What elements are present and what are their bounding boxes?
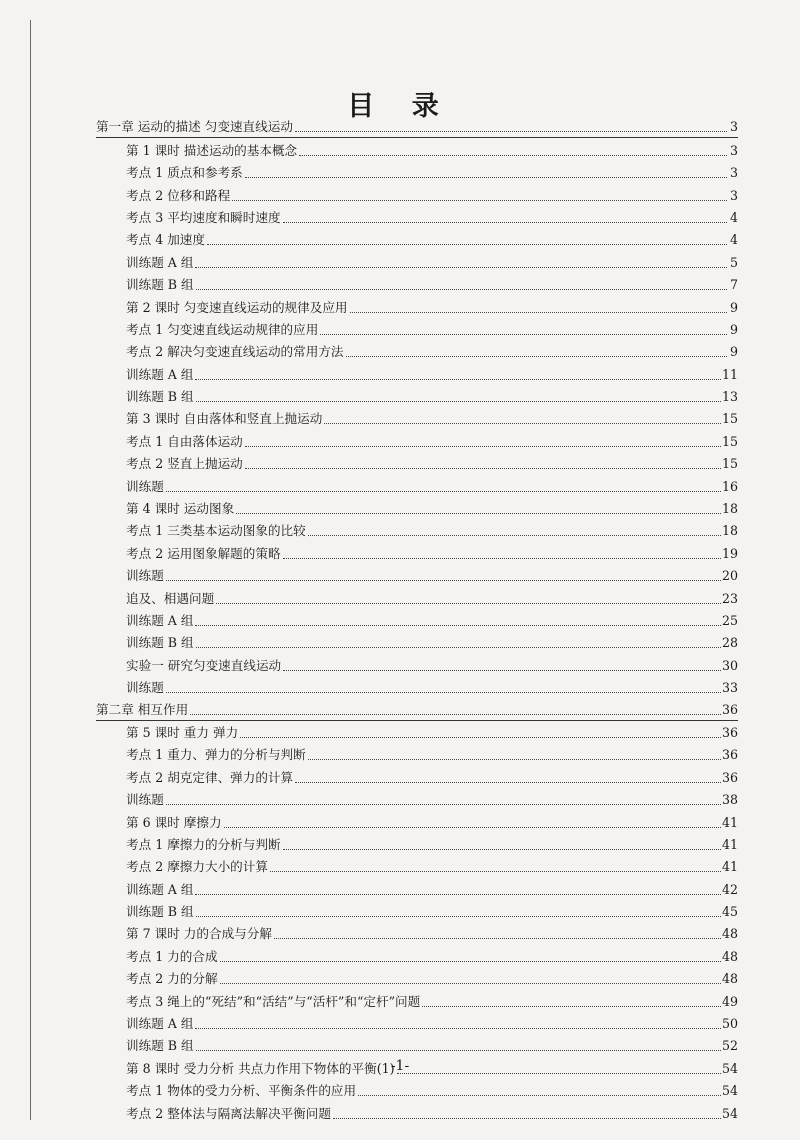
toc-leader-dots xyxy=(224,827,721,828)
toc-entry-title: 追及、相遇问题 xyxy=(126,590,215,606)
toc-leader-dots xyxy=(270,871,721,872)
toc-leader-dots xyxy=(220,961,721,962)
toc-leader-dots xyxy=(190,714,721,715)
toc-entry-page: 3 xyxy=(729,187,738,203)
toc-entry-page: 41 xyxy=(721,836,738,852)
toc-leader-dots xyxy=(358,1095,721,1096)
toc-entry-page: 54 xyxy=(721,1083,738,1099)
toc-entry[interactable] xyxy=(96,138,738,160)
toc-leader-dots xyxy=(245,468,721,469)
toc-entry[interactable] xyxy=(96,340,738,362)
toc-entry-page: 4 xyxy=(729,232,738,248)
toc-leader-dots xyxy=(195,625,720,626)
toc-entry-page: 7 xyxy=(729,277,738,293)
toc-entry-title: 第 2 课时 匀变速直线运动的规律及应用 xyxy=(126,299,348,315)
toc-entry[interactable] xyxy=(96,407,738,429)
toc-leader-dots xyxy=(196,1050,721,1051)
toc-entry[interactable] xyxy=(96,206,738,228)
toc-entry[interactable] xyxy=(96,922,738,944)
toc-entry[interactable] xyxy=(96,833,738,855)
toc-leader-dots xyxy=(240,737,721,738)
toc-entry[interactable] xyxy=(96,810,738,832)
toc-entry[interactable] xyxy=(96,989,738,1011)
toc-leader-dots xyxy=(245,177,727,178)
toc-leader-dots xyxy=(207,244,727,245)
toc-entry-title: 训练题 B 组 xyxy=(126,904,194,920)
toc-leader-dots xyxy=(166,491,721,492)
toc-entry-title: 考点 3 绳上的“死结”和“活结”与“活杆”和“定杆”问题 xyxy=(126,993,421,1009)
toc-entry-title: 训练题 A 组 xyxy=(126,254,194,270)
toc-entry-page: 25 xyxy=(721,612,738,628)
toc-leader-dots xyxy=(283,849,721,850)
toc-leader-dots xyxy=(245,446,721,447)
toc-entry-page: 28 xyxy=(721,635,738,651)
toc-entry-page: 38 xyxy=(721,792,738,808)
toc-entry-page: 36 xyxy=(721,747,738,763)
toc-entry[interactable] xyxy=(96,721,738,743)
toc-leader-dots xyxy=(166,580,721,581)
toc-leader-dots xyxy=(195,894,720,895)
page-title: 目 录 xyxy=(347,91,453,122)
toc-entry-title: 考点 2 竖直上抛运动 xyxy=(126,456,243,472)
toc-entry-title: 训练题 A 组 xyxy=(126,881,194,897)
toc-entry-title: 第 5 课时 重力 弹力 xyxy=(126,724,239,740)
toc-leader-dots xyxy=(236,513,721,514)
toc-entry-page: 41 xyxy=(721,814,738,830)
toc-entry[interactable] xyxy=(96,318,738,340)
toc-entry[interactable] xyxy=(96,855,738,877)
toc-entry-title: 考点 2 运用图象解题的策略 xyxy=(126,545,281,561)
toc-entry-title: 实验一 研究匀变速直线运动 xyxy=(126,657,282,673)
toc-entry-title: 考点 2 胡克定律、弹力的计算 xyxy=(126,769,294,785)
toc-entry-page: 19 xyxy=(721,545,738,561)
toc-leader-dots xyxy=(346,356,727,357)
toc-leader-dots xyxy=(308,535,721,536)
toc-entry-title: 考点 1 物体的受力分析、平衡条件的应用 xyxy=(126,1083,357,1099)
toc-entry-title: 训练题 A 组 xyxy=(126,366,194,382)
toc-entry-title: 第 4 课时 运动图象 xyxy=(126,501,235,517)
toc-leader-dots xyxy=(295,782,721,783)
toc-entry-title: 第二章 相互作用 xyxy=(96,701,189,717)
toc-entry-page: 33 xyxy=(721,680,738,696)
toc-entry-page: 3 xyxy=(729,165,738,181)
toc-entry[interactable] xyxy=(96,676,738,698)
toc-entry-title: 考点 1 力的合成 xyxy=(126,948,218,964)
toc-entry-title: 训练题 xyxy=(126,792,164,808)
toc-entry[interactable] xyxy=(96,877,738,899)
toc-entry-page: 41 xyxy=(721,859,738,875)
toc-entry[interactable] xyxy=(96,497,738,519)
toc-entry-page: 13 xyxy=(721,389,738,405)
toc-entry-title: 第 7 课时 力的合成与分解 xyxy=(126,926,272,942)
toc-entry[interactable] xyxy=(96,900,738,922)
toc-entry[interactable] xyxy=(96,1034,738,1056)
toc-leader-dots xyxy=(195,1028,720,1029)
toc-chapter-entry[interactable] xyxy=(96,116,738,138)
toc-entry-title: 考点 4 加速度 xyxy=(126,232,205,248)
toc-entry[interactable] xyxy=(96,474,738,496)
toc-entry-title: 训练题 xyxy=(126,568,164,584)
toc-entry-title: 训练题 A 组 xyxy=(126,612,194,628)
toc-entry-title: 第 6 课时 摩擦力 xyxy=(126,814,222,830)
toc-entry[interactable] xyxy=(96,452,738,474)
toc-entry-page: 49 xyxy=(721,993,738,1009)
toc-entry-page: 9 xyxy=(729,299,738,315)
toc-entry[interactable] xyxy=(96,295,738,317)
toc-leader-dots xyxy=(422,1006,721,1007)
toc-entry-page: 9 xyxy=(729,344,738,360)
toc-entry[interactable] xyxy=(96,519,738,541)
toc-entry[interactable] xyxy=(96,541,738,563)
toc-entry-title: 训练题 xyxy=(126,478,164,494)
toc-entry-page: 36 xyxy=(721,724,738,740)
toc-entry-page: 16 xyxy=(721,478,738,494)
toc-entry-page: 18 xyxy=(721,501,738,517)
toc-entry-page: 3 xyxy=(729,142,738,158)
toc-leader-dots xyxy=(196,401,721,402)
toc-entry-page: 36 xyxy=(721,701,738,717)
toc-entry-title: 训练题 xyxy=(126,680,164,696)
toc-leader-dots xyxy=(196,289,727,290)
toc-leader-dots xyxy=(166,804,721,805)
toc-leader-dots xyxy=(166,692,721,693)
toc-entry-title: 考点 2 摩擦力大小的计算 xyxy=(126,859,268,875)
toc-entry[interactable] xyxy=(96,1079,738,1101)
toc-entry[interactable] xyxy=(96,161,738,183)
toc-entry-page: 54 xyxy=(721,1060,738,1076)
toc-entry-title: 考点 1 匀变速直线运动规律的应用 xyxy=(126,321,319,337)
toc-entry-page: 9 xyxy=(729,321,738,337)
toc-entry-page: 52 xyxy=(721,1038,738,1054)
toc-entry-title: 第 3 课时 自由落体和竖直上抛运动 xyxy=(126,411,323,427)
toc-entry-page: 48 xyxy=(721,926,738,942)
toc-entry[interactable] xyxy=(96,250,738,272)
toc-entry-title: 考点 1 重力、弹力的分析与判断 xyxy=(126,747,306,763)
toc-entry-title: 考点 2 解决匀变速直线运动的常用方法 xyxy=(126,344,344,360)
toc-entry-page: 15 xyxy=(721,456,738,472)
toc-entry-title: 训练题 B 组 xyxy=(126,1038,194,1054)
toc-entry-page: 48 xyxy=(721,971,738,987)
toc-leader-dots xyxy=(295,131,727,132)
toc-entry-page: 11 xyxy=(721,366,738,382)
toc-entry-title: 考点 1 三类基本运动图象的比较 xyxy=(126,523,306,539)
toc-entry-page: 48 xyxy=(721,948,738,964)
toc-entry-title: 考点 1 自由落体运动 xyxy=(126,433,243,449)
toc-entry[interactable] xyxy=(96,1012,738,1034)
toc-entry[interactable] xyxy=(96,1101,738,1123)
toc-entry-title: 考点 1 摩擦力的分析与判断 xyxy=(126,836,281,852)
toc-entry[interactable] xyxy=(96,967,738,989)
toc-leader-dots xyxy=(350,312,727,313)
toc-entry-title: 第 1 课时 描述运动的基本概念 xyxy=(126,142,298,158)
toc-entry[interactable] xyxy=(96,743,738,765)
toc-leader-dots xyxy=(324,423,721,424)
toc-entry[interactable] xyxy=(96,609,738,631)
toc-entry-page: 50 xyxy=(721,1016,738,1032)
toc-entry-title: 训练题 B 组 xyxy=(126,635,194,651)
toc-entry-page: 30 xyxy=(721,657,738,673)
toc-leader-dots xyxy=(333,1118,721,1119)
toc-leader-dots xyxy=(216,603,721,604)
binding-margin-line xyxy=(30,20,31,1120)
toc-entry-page: 42 xyxy=(721,881,738,897)
toc-entry-page: 5 xyxy=(729,254,738,270)
toc-entry-title: 训练题 B 组 xyxy=(126,277,194,293)
toc-entry[interactable] xyxy=(96,429,738,451)
toc-chapter-entry[interactable] xyxy=(96,698,738,720)
toc-entry-page: 36 xyxy=(721,769,738,785)
toc-entry-title: 第 8 课时 受力分析 共点力作用下物体的平衡(1) xyxy=(126,1060,395,1076)
toc-entry-title: 训练题 A 组 xyxy=(126,1016,194,1032)
toc-entry-title: 考点 2 位移和路程 xyxy=(126,187,231,203)
toc-leader-dots xyxy=(195,267,727,268)
toc-entry-page: 15 xyxy=(721,433,738,449)
toc-entry[interactable] xyxy=(96,944,738,966)
toc-entry[interactable] xyxy=(96,765,738,787)
toc-leader-dots xyxy=(308,759,721,760)
toc-leader-dots xyxy=(232,200,727,201)
toc-entry-page: 15 xyxy=(721,411,738,427)
toc-entry-title: 考点 3 平均速度和瞬时速度 xyxy=(126,209,281,225)
toc-entry[interactable] xyxy=(96,653,738,675)
toc-leader-dots xyxy=(283,558,721,559)
toc-entry-page: 54 xyxy=(721,1105,738,1121)
toc-leader-dots xyxy=(299,155,727,156)
toc-entry-title: 考点 1 质点和参考系 xyxy=(126,165,243,181)
toc-entry[interactable] xyxy=(96,385,738,407)
toc-entry-page: 23 xyxy=(721,590,738,606)
toc-entry-page: 18 xyxy=(721,523,738,539)
toc-leader-dots xyxy=(274,938,721,939)
page-number: -1- xyxy=(390,1058,410,1074)
toc-entry[interactable] xyxy=(96,228,738,250)
toc-entry[interactable] xyxy=(96,788,738,810)
toc-entry-page: 3 xyxy=(729,119,738,135)
toc-entry-page: 4 xyxy=(729,209,738,225)
toc-leader-dots xyxy=(196,647,721,648)
toc-leader-dots xyxy=(195,379,720,380)
toc-entry[interactable] xyxy=(96,586,738,608)
toc-leader-dots xyxy=(283,222,727,223)
toc-leader-dots xyxy=(196,916,721,917)
toc-leader-dots xyxy=(283,670,721,671)
toc-entry[interactable] xyxy=(96,183,738,205)
toc-entry[interactable] xyxy=(96,564,738,586)
toc-entry-page: 20 xyxy=(721,568,738,584)
toc-entry[interactable] xyxy=(96,631,738,653)
toc-entry[interactable] xyxy=(96,362,738,384)
toc-entry-title: 考点 2 整体法与隔离法解决平衡问题 xyxy=(126,1105,331,1121)
toc-entry-page: 45 xyxy=(721,904,738,920)
toc-entry[interactable] xyxy=(96,273,738,295)
toc-entry-title: 训练题 B 组 xyxy=(126,389,194,405)
toc-entry-title: 考点 2 力的分解 xyxy=(126,971,218,987)
toc-leader-dots xyxy=(320,334,727,335)
toc-entry-title: 第一章 运动的描述 匀变速直线运动 xyxy=(96,119,293,135)
toc-leader-dots xyxy=(220,983,721,984)
table-of-contents xyxy=(96,116,738,1124)
